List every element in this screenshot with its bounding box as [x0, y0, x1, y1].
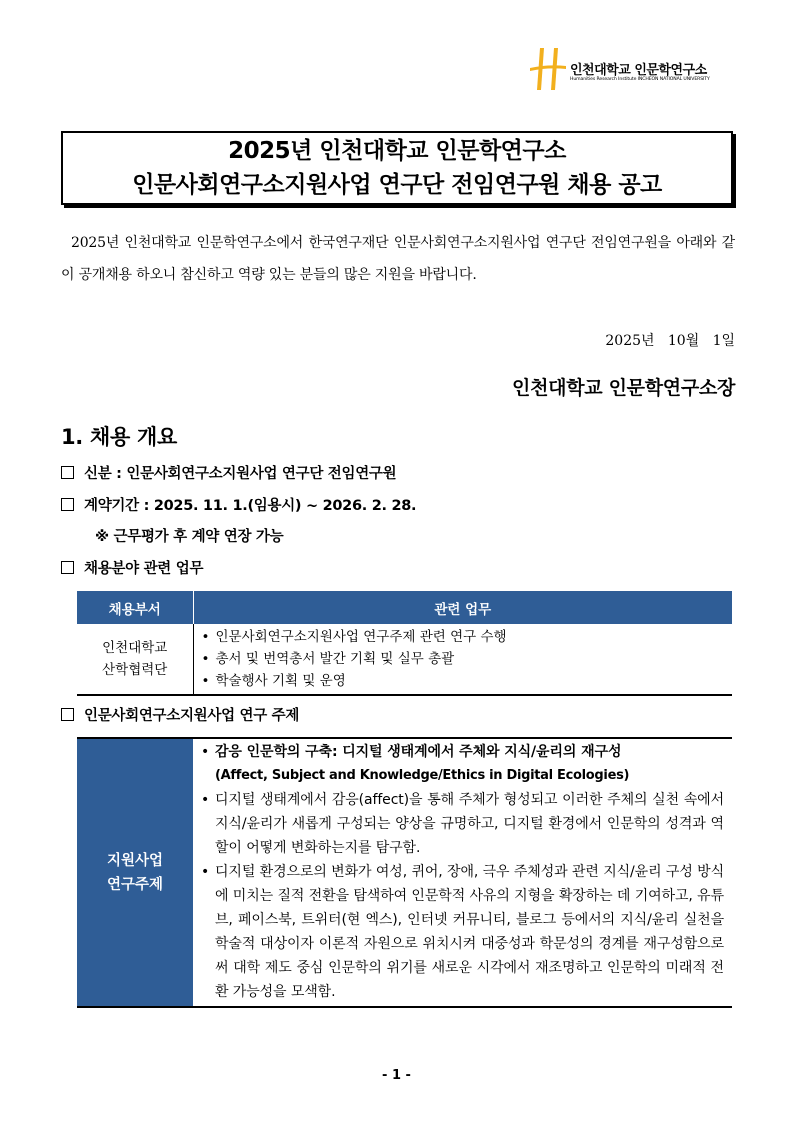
duties-heading-item: [61, 557, 203, 578]
dept-line-1: 인천대학교: [102, 640, 168, 656]
checkbox-square-icon: [61, 466, 74, 479]
duty-item: • 총서 및 번역총서 발간 기획 및 실무 총괄: [202, 648, 733, 670]
bullet-icon: •: [201, 651, 210, 667]
checkbox-square-icon: [61, 561, 74, 574]
bullet-icon: •: [201, 673, 210, 689]
signer: 인천대학교 인문학연구소장: [512, 377, 735, 399]
bullet-icon: •: [201, 744, 210, 760]
bullet-icon: •: [201, 864, 210, 880]
position-item: [61, 462, 396, 483]
title-line-1: 2025년 인천대학교 인문학연구소: [228, 138, 566, 164]
logo-name: 인천대학교 인문학연구소: [570, 63, 707, 78]
title-box: [61, 131, 733, 205]
position-text: 신분 : 인문사회연구소지원사업 연구단 전임연구원: [84, 466, 397, 482]
contract-text: 계약기간 : 2025. 11. 1.(임용시) ~ 2026. 2. 28.: [84, 498, 417, 514]
duties-cell: [193, 624, 732, 695]
header-dept: 채용부서: [77, 591, 193, 624]
topic-title-en: (Affect, Subject and Knowledge/Ethics in Digital Ecologies): [215, 768, 630, 783]
dept-line-2: 산학협력단: [102, 662, 168, 678]
checkbox-square-icon: [61, 708, 74, 721]
logo-subtitle: Humanities Research Institute INCHEON NATIONAL UNIVERSITY: [570, 77, 710, 82]
intro-paragraph: 2025년 인천대학교 인문학연구소에서 한국연구재단 인문사회연구소지원사업 연구단 전임연구원을 아래와 같이 공개채용 하오니 참신하고 역량 있는 분들의 많은 지원을 바랍니다.: [61, 235, 735, 283]
page-number: - 1 -: [382, 1068, 411, 1083]
topic-label-cell: [77, 738, 193, 1007]
topic-table: [77, 737, 732, 1008]
logo-h-icon: [528, 46, 568, 92]
announcement-date: 2025년 10월 1일: [605, 333, 735, 349]
title-line-2: 인문사회연구소지원사업 연구단 전임연구원 채용 공고: [132, 172, 662, 198]
topic-title: • 감응 인문학의 구축: 디지털 생태계에서 주체와 지식/윤리의 재구성: [201, 740, 724, 764]
topic-label-line-2: 연구주제: [106, 876, 164, 893]
topic-heading: 인문사회연구소지원사업 연구 주제: [84, 708, 300, 724]
topic-heading-item: [61, 704, 299, 725]
topic-desc-2: • 디지털 환경으로의 변화가 여성, 퀴어, 장애, 극우 주체성과 관련 지식/윤리 구성 방식에 미치는 질적 전환을 탐색하여 인문학적 사유의 지형을 확장하는 데 기여하고, 유튜브, 페이스북, 트위터(현 엑스), 인터넷 커뮤니티, 블로그 등에서의 지식/윤리 실천을 학술적 대상이자 이론적 자원으로 위치시켜 대중성과 학문성의 경계를 재구성함으로써 대학 제도 중심 인문학의 위기를 새로운 시각에서 재조명하고 인문학의 미래적 전환 가능성을 모색함.: [201, 860, 724, 1004]
duties-heading: 채용분야 관련 업무: [84, 561, 204, 577]
dept-cell: [77, 624, 193, 695]
duty-item: • 인문사회연구소지원사업 연구주제 관련 연구 수행: [202, 626, 733, 648]
duties-table: [77, 591, 732, 696]
section-heading: 1. 채용 개요: [61, 425, 177, 449]
contract-item: [61, 494, 416, 515]
checkbox-square-icon: [61, 498, 74, 511]
topic-cell: [193, 738, 732, 1007]
header-duties: 관련 업무: [193, 591, 732, 624]
contract-note: ※ 근무평가 후 계약 연장 가능: [95, 529, 284, 545]
duty-item: • 학술행사 기획 및 운영: [202, 670, 733, 692]
bullet-icon: •: [201, 629, 210, 645]
topic-desc-1: • 디지털 생태계에서 감응(affect)을 통해 주체가 형성되고 이러한 주체의 실천 속에서 지식/윤리가 새롭게 구성되는 양상을 규명하고, 디지털 환경에서 인문학의 성격과 역할이 어떻게 변화하는지를 탐구함.: [201, 788, 724, 860]
bullet-icon: •: [201, 792, 210, 808]
institute-logo: [528, 46, 728, 96]
topic-label-line-1: 지원사업: [106, 852, 164, 869]
